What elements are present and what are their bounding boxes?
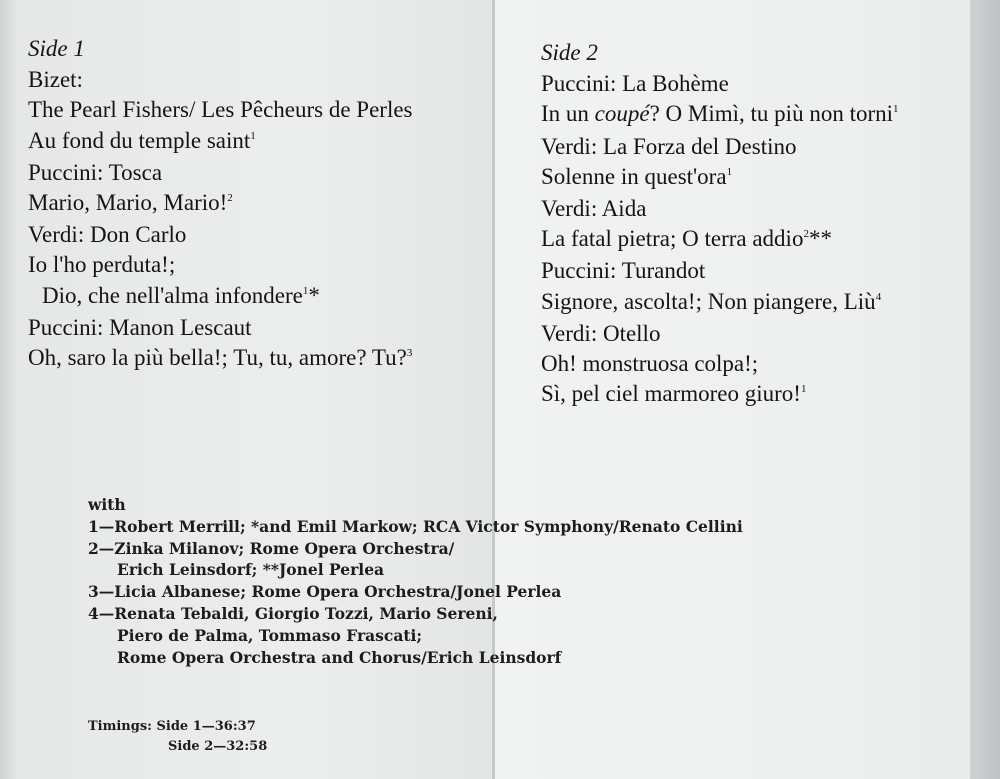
opera-title: The Pearl Fishers/ Les Pêcheurs de Perles bbox=[28, 97, 413, 123]
credit-line: 3—Licia Albanese; Rome Opera Orchestra/Jonel Perlea bbox=[88, 582, 562, 602]
side-2-list bbox=[541, 38, 966, 409]
composer-opera-line: Verdi: Otello bbox=[541, 320, 661, 346]
card-edge bbox=[970, 0, 1000, 779]
composer-line: Bizet: bbox=[28, 67, 83, 93]
credit-line: Piero de Palma, Tommaso Frascati; bbox=[117, 625, 423, 645]
aria-line: Mario, Mario, Mario!$^2$ bbox=[28, 190, 233, 216]
timings-label: Timings: bbox=[88, 719, 152, 734]
aria-line: Signore, ascolta!; Non piangere, Liù$^4$ bbox=[541, 288, 882, 314]
timing-side-2: Side 2—32:58 bbox=[168, 739, 268, 754]
asterisk-mark: * bbox=[308, 282, 320, 308]
credit-line: Rome Opera Orchestra and Chorus/Erich Leinsdorf bbox=[117, 647, 562, 667]
footnote-ref: 2 bbox=[803, 228, 809, 241]
composer-opera-line: Puccini: La Bohème bbox=[541, 71, 729, 97]
aria-line: Oh! monstruosa colpa!; bbox=[541, 351, 759, 377]
aria-line: Au fond du temple saint$^1$ bbox=[28, 127, 256, 153]
credit-line: 2—Zinka Milanov; Rome Opera Orchestra/ bbox=[88, 538, 455, 558]
footnote-ref: 1 bbox=[726, 165, 733, 178]
credits-with: with bbox=[88, 495, 126, 514]
aria-line: Dio, che nell'alma infondere$^1$* bbox=[42, 282, 320, 308]
footnote-ref: 2 bbox=[227, 192, 233, 205]
aria-line: La fatal pietra; O terra addio$^2$** bbox=[541, 226, 832, 252]
aria-line: Solenne in quest'ora$^1$ bbox=[541, 163, 733, 189]
aria-line: Sì, pel ciel marmoreo giuro!$^1$ bbox=[541, 381, 807, 407]
performer-credits bbox=[88, 494, 828, 668]
aria-line: Oh, saro la più bella!; Tu, tu, amore? Tu?$^3$ bbox=[28, 345, 413, 371]
side-1-list bbox=[28, 34, 488, 373]
footnote-ref: 4 bbox=[875, 290, 882, 303]
credit-line: Erich Leinsdorf; **Jonel Perlea bbox=[117, 560, 385, 580]
timing-side-1: Side 1—36:37 bbox=[156, 719, 256, 734]
credit-line: 1—Robert Merrill; *and Emil Markow; RCA Victor Symphony/Renato Cellini bbox=[88, 516, 743, 536]
composer-opera-line: Verdi: Aida bbox=[541, 196, 647, 222]
aria-line: In un coupé? O Mimì, tu più non torni$^1$ bbox=[541, 101, 899, 127]
side-2-title: Side 2 bbox=[541, 40, 598, 65]
side-1-title: Side 1 bbox=[28, 36, 85, 61]
composer-opera-line: Puccini: Tosca bbox=[28, 159, 163, 185]
composer-opera-line: Verdi: La Forza del Destino bbox=[541, 133, 797, 159]
composer-opera-line: Puccini: Turandot bbox=[541, 258, 706, 284]
timings bbox=[88, 717, 267, 757]
footnote-ref: 1 bbox=[250, 129, 256, 142]
footnote-ref: 1 bbox=[302, 284, 309, 297]
footnote-ref: 3 bbox=[406, 347, 413, 360]
asterisk-mark: ** bbox=[808, 226, 832, 252]
aria-line: Io l'ho perduta!; bbox=[28, 252, 176, 278]
composer-opera-line: Verdi: Don Carlo bbox=[28, 222, 187, 248]
credit-line: 4—Renata Tebaldi, Giorgio Tozzi, Mario Sereni, bbox=[88, 603, 498, 623]
footnote-ref: 1 bbox=[800, 383, 807, 396]
footnote-ref: 1 bbox=[893, 103, 899, 116]
composer-opera-line: Puccini: Manon Lescaut bbox=[28, 314, 252, 340]
